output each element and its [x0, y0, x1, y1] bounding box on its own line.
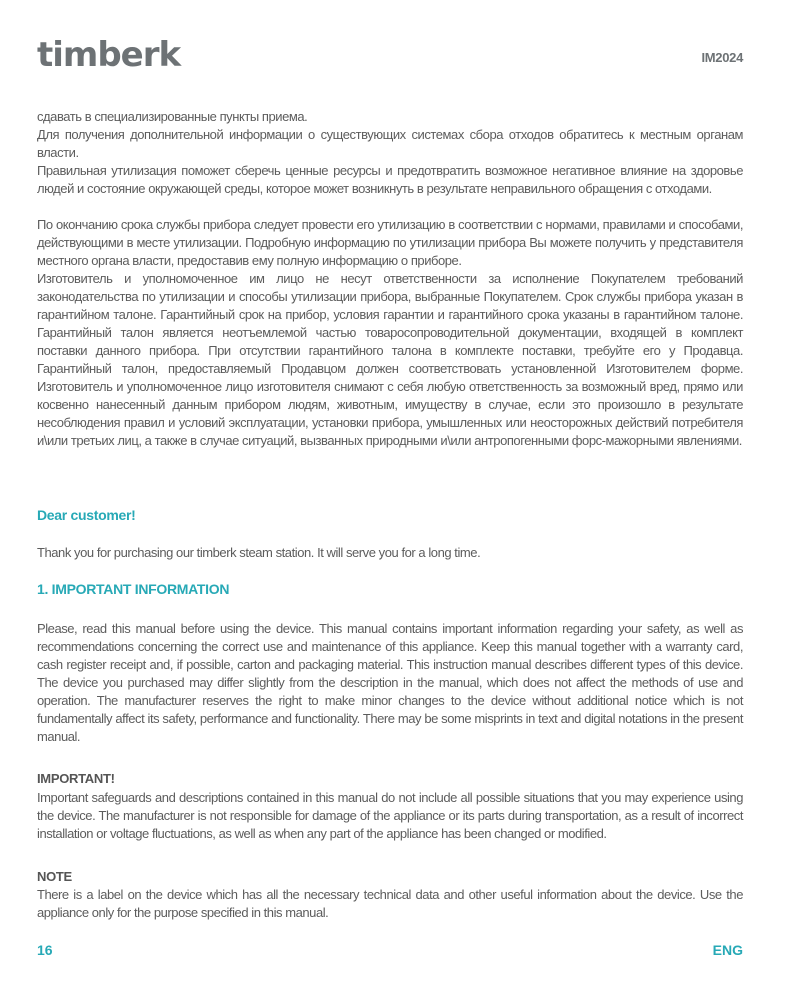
ru-paragraph-4: По окончанию срока службы прибора следует провести его утилизацию в соответствии с нормами, правилами и способами, действующими в месте утилизации. Подробную информацию по утилизации прибора Вы можете получить у представителя местного органа власти, предоставив ему полную информацию о приборе.: [37, 217, 743, 268]
ru-paragraph-3: Правильная утилизация поможет сберечь ценные ресурсы и предотвратить возможное негативное влияние на здоровье людей и состояние окружающей среды, которое может возникнуть в результате неправильного обращения с отходами.: [37, 163, 743, 196]
important-text: Important safeguards and descriptions contained in this manual do not include all possible situations that you may experience using the device. The manufacturer is not responsible for damage of the appliance or its parts during transportation, as a result of incorrect installation or voltage fluctuations, as well as when any part of the appliance has been changed or modified.: [37, 790, 743, 841]
ru-paragraph-2: Для получения дополнительной информации о существующих системах сбора отходов обратитесь к местным органам власти.: [37, 127, 743, 160]
note-text: There is a label on the device which has all the necessary technical data and other useful information about the device. Use the appliance only for the purpose specified in this manual.: [37, 887, 743, 920]
thanks-text: Thank you for purchasing our timberk steam station. It will serve you for a long time.: [37, 545, 481, 560]
important-heading: IMPORTANT!: [37, 771, 115, 786]
note-paragraph: [37, 886, 743, 922]
russian-disposal-text: [37, 108, 743, 450]
greeting-heading: Dear customer!: [37, 507, 136, 523]
timberk-logo: timberk: [37, 35, 181, 75]
page-number: 16: [37, 942, 53, 958]
ru-paragraph-5: Изготовитель и уполномоченное им лицо не несут ответственности за исполнение Покупателем требований законодательства по утилизации и способы утилизации прибора, выбранные Покупателем. Срок службы прибора указан в гарантийном талоне. Гарантийный срок на прибор, условия гарантии и гарантийного срока указаны в гарантийном талоне. Гарантийный талон является неотъемлемой частью товаросопроводительной документации, входящей в комплект поставки данного прибора. При отсутствии гарантийного талона в комплекте поставки, требуйте его у Продавца. Гарантийный талон, предоставляемый Продавцом должен соответствовать установленной Изготовителем форме. Изготовитель и уполномоченное лицо изготовителя снимают с себя любую ответственность за возможный вред, прямо или косвенно нанесенный данным прибором людям, животным, имуществу в случае, если это произошло в результате несоблюдения правил и условий эксплуатации, установки прибора, умышленных или неосторожных действий потребителя и\или третьих лиц, а также в случае ситуаций, вызванных природными и\или антропогенными форс-мажорными явлениями.: [37, 271, 743, 448]
model-number: IM2024: [701, 50, 743, 65]
note-heading: NOTE: [37, 869, 72, 884]
ru-paragraph-1: сдавать в специализированные пункты приема.: [37, 109, 308, 124]
intro-text: Please, read this manual before using the device. This manual contains important information regarding your safety, as well as recommendations concerning the correct use and maintenance of this appliance. Keep this manual together with a warranty card, cash register receipt and, if possible, carton and packaging material. This instruction manual describes different types of this device. The device you purchased may differ slightly from the description in the manual, which does not affect the methods of use and operation. The manufacturer reserves the right to make minor changes to the device without additional notice which is not fundamentally affect its safety, performance and functionality. There may be some misprints in text and digital notations in the present manual.: [37, 621, 743, 744]
important-paragraph: [37, 789, 743, 843]
intro-paragraph: [37, 620, 743, 746]
language-label: ENG: [712, 942, 743, 958]
section-heading: 1. IMPORTANT INFORMATION: [37, 581, 230, 597]
